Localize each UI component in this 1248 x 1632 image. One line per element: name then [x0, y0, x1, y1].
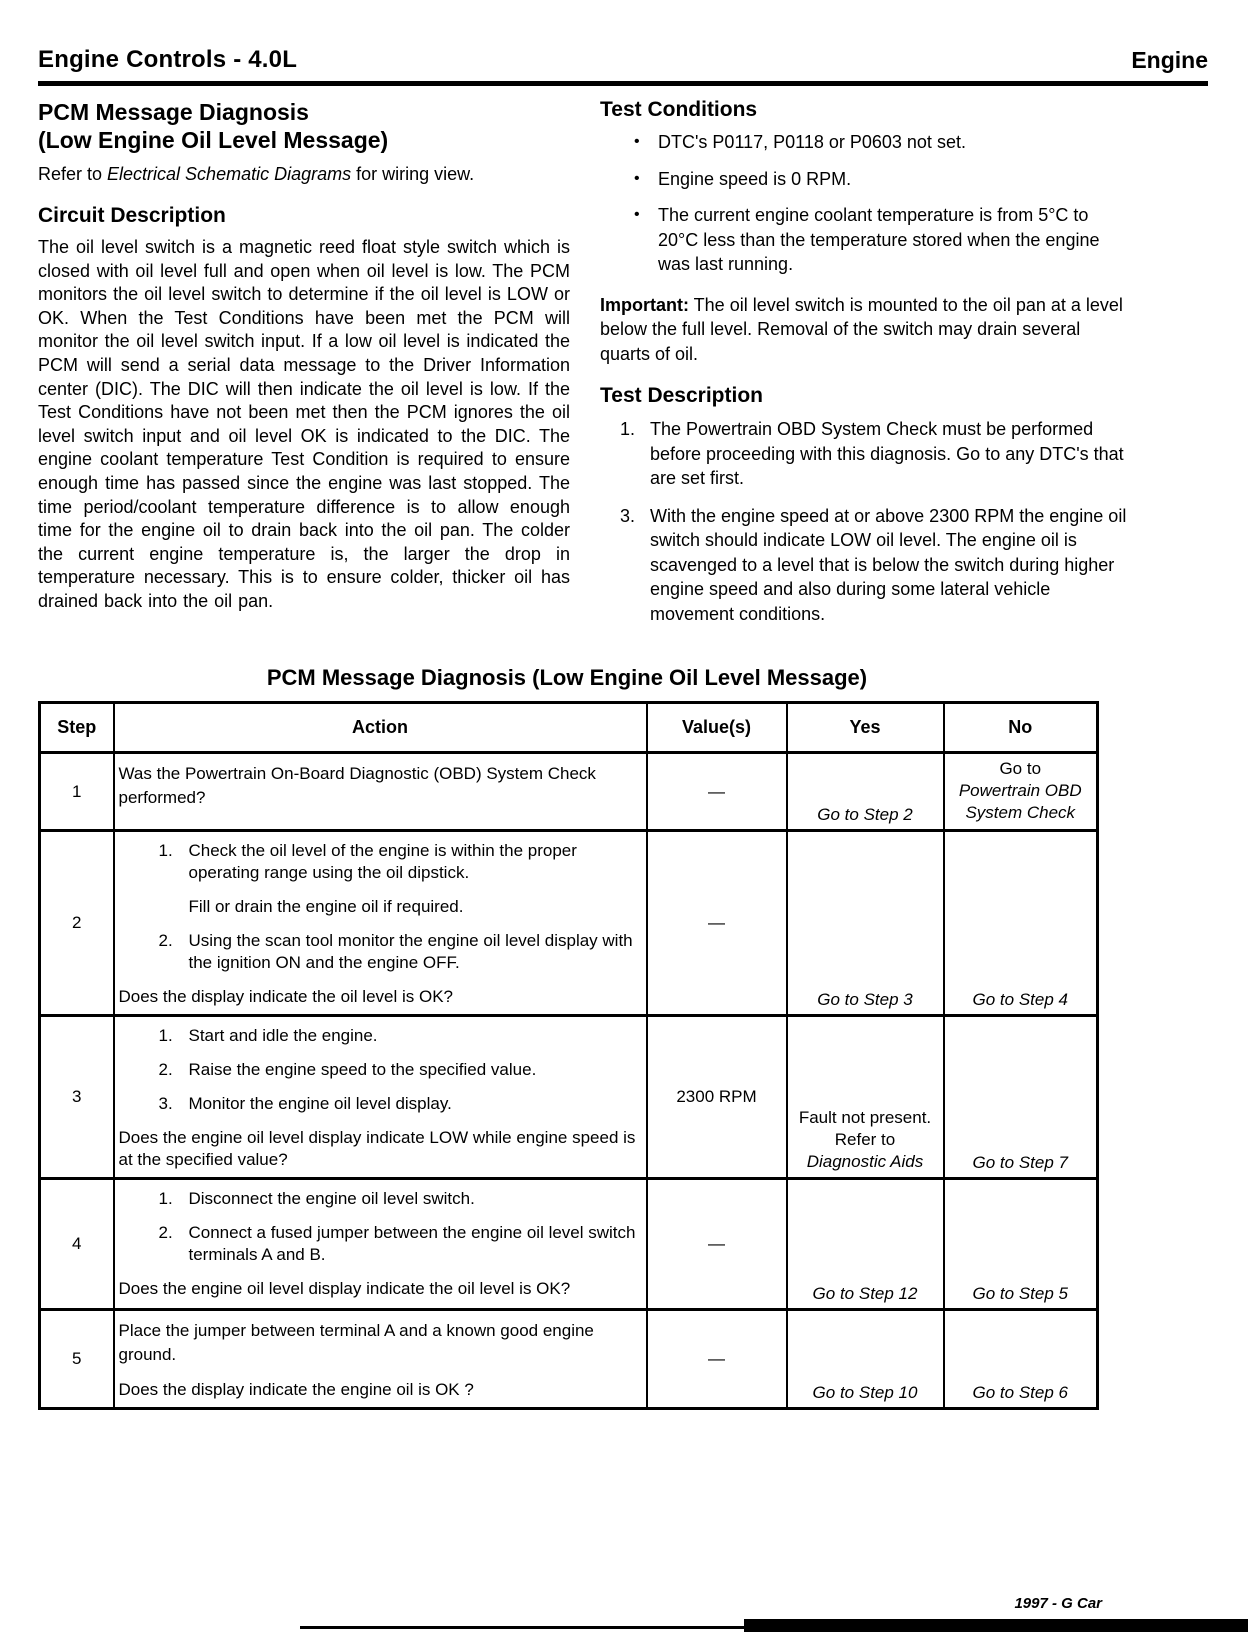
value-cell: — — [647, 753, 787, 831]
circuit-description-heading: Circuit Description — [38, 204, 226, 227]
refer-paragraph — [38, 162, 570, 186]
goto-text: Go to Step 10 — [812, 1383, 918, 1402]
goto-text: Go to Step 6 — [972, 1383, 1068, 1402]
page-header — [38, 46, 1208, 74]
table-row — [40, 831, 1098, 1016]
action-step-extra: Fill or drain the engine oil if required. — [188, 897, 464, 916]
col-header-yes: Yes — [787, 703, 944, 753]
yes-cell — [787, 831, 944, 1016]
no-cell — [944, 753, 1098, 831]
important-note — [600, 293, 1128, 367]
yes-cell — [787, 1179, 944, 1310]
value-cell: 2300 RPM — [647, 1016, 787, 1179]
test-description-heading: Test Description — [600, 384, 763, 407]
action-step — [119, 1222, 642, 1266]
list-item — [600, 203, 1128, 277]
section-title-line1: PCM Message Diagnosis — [38, 99, 309, 125]
goto-text: Go to Step 3 — [817, 990, 913, 1009]
goto-text: Go to Step 4 — [972, 990, 1068, 1009]
step-cell: 1 — [40, 753, 114, 831]
list-item-number: 1. — [620, 419, 636, 439]
action-cell — [114, 1016, 647, 1179]
test-condition-text: The current engine coolant temperature is from 5°C to 20°C less than the temperature stored when the engine was last running. — [658, 205, 1100, 274]
action-step — [119, 930, 642, 974]
table-row — [40, 1016, 1098, 1179]
footer-rule-thick — [744, 1619, 1248, 1632]
table-row — [40, 753, 1098, 831]
section-title-line2: (Low Engine Oil Level Message) — [38, 127, 389, 153]
col-header-values: Value(s) — [647, 703, 787, 753]
table-row — [40, 1179, 1098, 1310]
no-cell — [944, 1179, 1098, 1310]
test-condition-text: Engine speed is 0 RPM. — [658, 168, 852, 189]
refer-post: for wiring view. — [351, 164, 475, 184]
important-label: Important: — [600, 294, 689, 315]
action-question: Does the engine oil level display indicate the oil level is OK? — [118, 1279, 571, 1298]
action-step-number: 2. — [158, 931, 173, 950]
no-cell — [944, 831, 1098, 1016]
value-cell: — — [647, 1310, 787, 1409]
action-text: Place the jumper between terminal A and a known good engine ground. — [118, 1321, 594, 1364]
action-step-number: 2. — [158, 1060, 173, 1079]
action-step-number: 1. — [158, 841, 173, 860]
action-step — [119, 840, 642, 884]
step-cell: 5 — [40, 1310, 114, 1409]
action-question: Does the display indicate the engine oil is OK ? — [118, 1380, 474, 1399]
action-question: Was the Powertrain On-Board Diagnostic (OBD) System Check performed? — [118, 764, 596, 807]
list-item-number: 3. — [620, 505, 636, 526]
action-step-text: Monitor the engine oil level display. — [188, 1094, 452, 1113]
yes-cell — [787, 753, 944, 831]
right-column — [600, 98, 1128, 639]
step-cell: 2 — [40, 831, 114, 1016]
action-cell — [114, 831, 647, 1016]
action-step-text: Using the scan tool monitor the engine oil level display with the ignition ON and the engine OFF. — [188, 931, 633, 972]
yes-cell — [787, 1016, 944, 1179]
col-header-no: No — [944, 703, 1098, 753]
action-cell — [114, 753, 647, 831]
header-rule — [38, 81, 1208, 86]
value-cell: — — [647, 831, 787, 1016]
bullet-icon: • — [634, 206, 640, 223]
footer-rule-thin — [300, 1626, 748, 1629]
action-step-number: 2. — [158, 1223, 173, 1242]
goto-pre-text: Fault not present. Refer to — [798, 1108, 932, 1149]
list-item — [600, 167, 1128, 192]
no-cell — [944, 1310, 1098, 1409]
list-item — [600, 504, 1128, 627]
action-step-text: Raise the engine speed to the specified value. — [188, 1060, 537, 1079]
list-item — [600, 130, 1128, 155]
refer-pre: Refer to — [38, 164, 108, 184]
left-column — [38, 98, 570, 639]
test-description-text: The Powertrain OBD System Check must be performed before proceeding with this diagnosis. Go to any DTC's that are set first. — [650, 419, 1124, 488]
action-cell — [114, 1179, 647, 1310]
action-step — [119, 1025, 642, 1047]
action-step-text: Disconnect the engine oil level switch. — [188, 1189, 475, 1208]
action-step-number: 3. — [158, 1094, 173, 1113]
goto-text: Go to Step 5 — [972, 1284, 1068, 1303]
table-row — [40, 1310, 1098, 1409]
table-header-row — [40, 703, 1098, 753]
action-step-number: 1. — [158, 1026, 173, 1045]
list-item — [600, 417, 1128, 491]
test-condition-text: DTC's P0117, P0118 or P0603 not set. — [658, 132, 966, 152]
page-header-right: Engine — [1131, 47, 1208, 73]
goto-italic-text: Diagnostic Aids — [806, 1152, 924, 1171]
page-header-left: Engine Controls - 4.0L — [38, 46, 298, 73]
action-step-text: Check the oil level of the engine is within the proper operating range using the oil dipstick. — [188, 841, 577, 882]
action-step-text: Connect a fused jumper between the engine oil level switch terminals A and B. — [188, 1223, 636, 1264]
yes-cell — [787, 1310, 944, 1409]
action-step-number: 1. — [158, 1189, 173, 1208]
bullet-icon: • — [634, 169, 640, 187]
diagnosis-table — [38, 701, 1099, 1410]
action-step — [119, 1059, 642, 1081]
bullet-icon: • — [634, 133, 640, 150]
action-step — [119, 1188, 642, 1210]
text-columns — [38, 98, 1208, 639]
section-title — [38, 98, 570, 154]
diagnosis-table-section — [38, 665, 1096, 1410]
value-cell: — — [647, 1179, 787, 1310]
col-header-step: Step — [40, 703, 114, 753]
refer-italic: Electrical Schematic Diagrams — [107, 164, 352, 184]
action-step-text: Start and idle the engine. — [188, 1026, 378, 1045]
footer-edition-text: 1997 - G Car — [1014, 1595, 1102, 1612]
action-step — [119, 1093, 642, 1115]
step-cell: 4 — [40, 1179, 114, 1310]
goto-italic-text: Powertrain OBD System Check — [958, 781, 1082, 822]
goto-text: Go to Step 7 — [972, 1153, 1068, 1172]
circuit-description-body: The oil level switch is a magnetic reed float style switch which is closed with oil level full and open when oil level is low. The PCM monitors the oil level switch to determine if the oil level is LOW or OK. When the Test Conditions have been met the PCM will monitor the oil level switch input. If a low oil level is indicated the PCM will send a serial data message to the Driver Information center (DIC). The DIC will then indicate the oil level is low. If the Test Conditions have not been met then the PCM ignores the oil level switch input and oil level OK is indicated to the DIC. The engine coolant temperature Test Condition is required to ensure enough time has passed since the engine was last stopped. The time period/coolant temperature difference is to allow enough time for the engine oil to drain back into the oil pan. The colder the current engine temperature is, the larger the drop in temperature necessary. This is to ensure colder, thicker oil has drained back into the oil pan. — [38, 237, 570, 611]
goto-pre-text: Go to — [999, 759, 1042, 778]
important-text: The oil level switch is mounted to the oil pan at a level below the full level. Removal of the switch may drain several quarts of oil. — [600, 294, 1123, 364]
goto-text: Go to Step 12 — [812, 1284, 918, 1303]
col-header-action: Action — [114, 703, 647, 753]
action-question: Does the display indicate the oil level is OK? — [118, 987, 454, 1006]
no-cell — [944, 1016, 1098, 1179]
table-title: PCM Message Diagnosis (Low Engine Oil Level Message) — [266, 665, 868, 690]
action-cell — [114, 1310, 647, 1409]
action-question: Does the engine oil level display indicate LOW while engine speed is at the specified value? — [118, 1128, 636, 1169]
goto-text: Go to Step 2 — [817, 805, 913, 824]
test-conditions-heading: Test Conditions — [600, 98, 758, 121]
test-description-text: With the engine speed at or above 2300 RPM the engine oil switch should indicate LOW oil level. The engine oil is scavenged to a level that is below the switch during higher engine speed and also during some lateral vehicle movement conditions. — [650, 505, 1127, 624]
step-cell: 3 — [40, 1016, 114, 1179]
